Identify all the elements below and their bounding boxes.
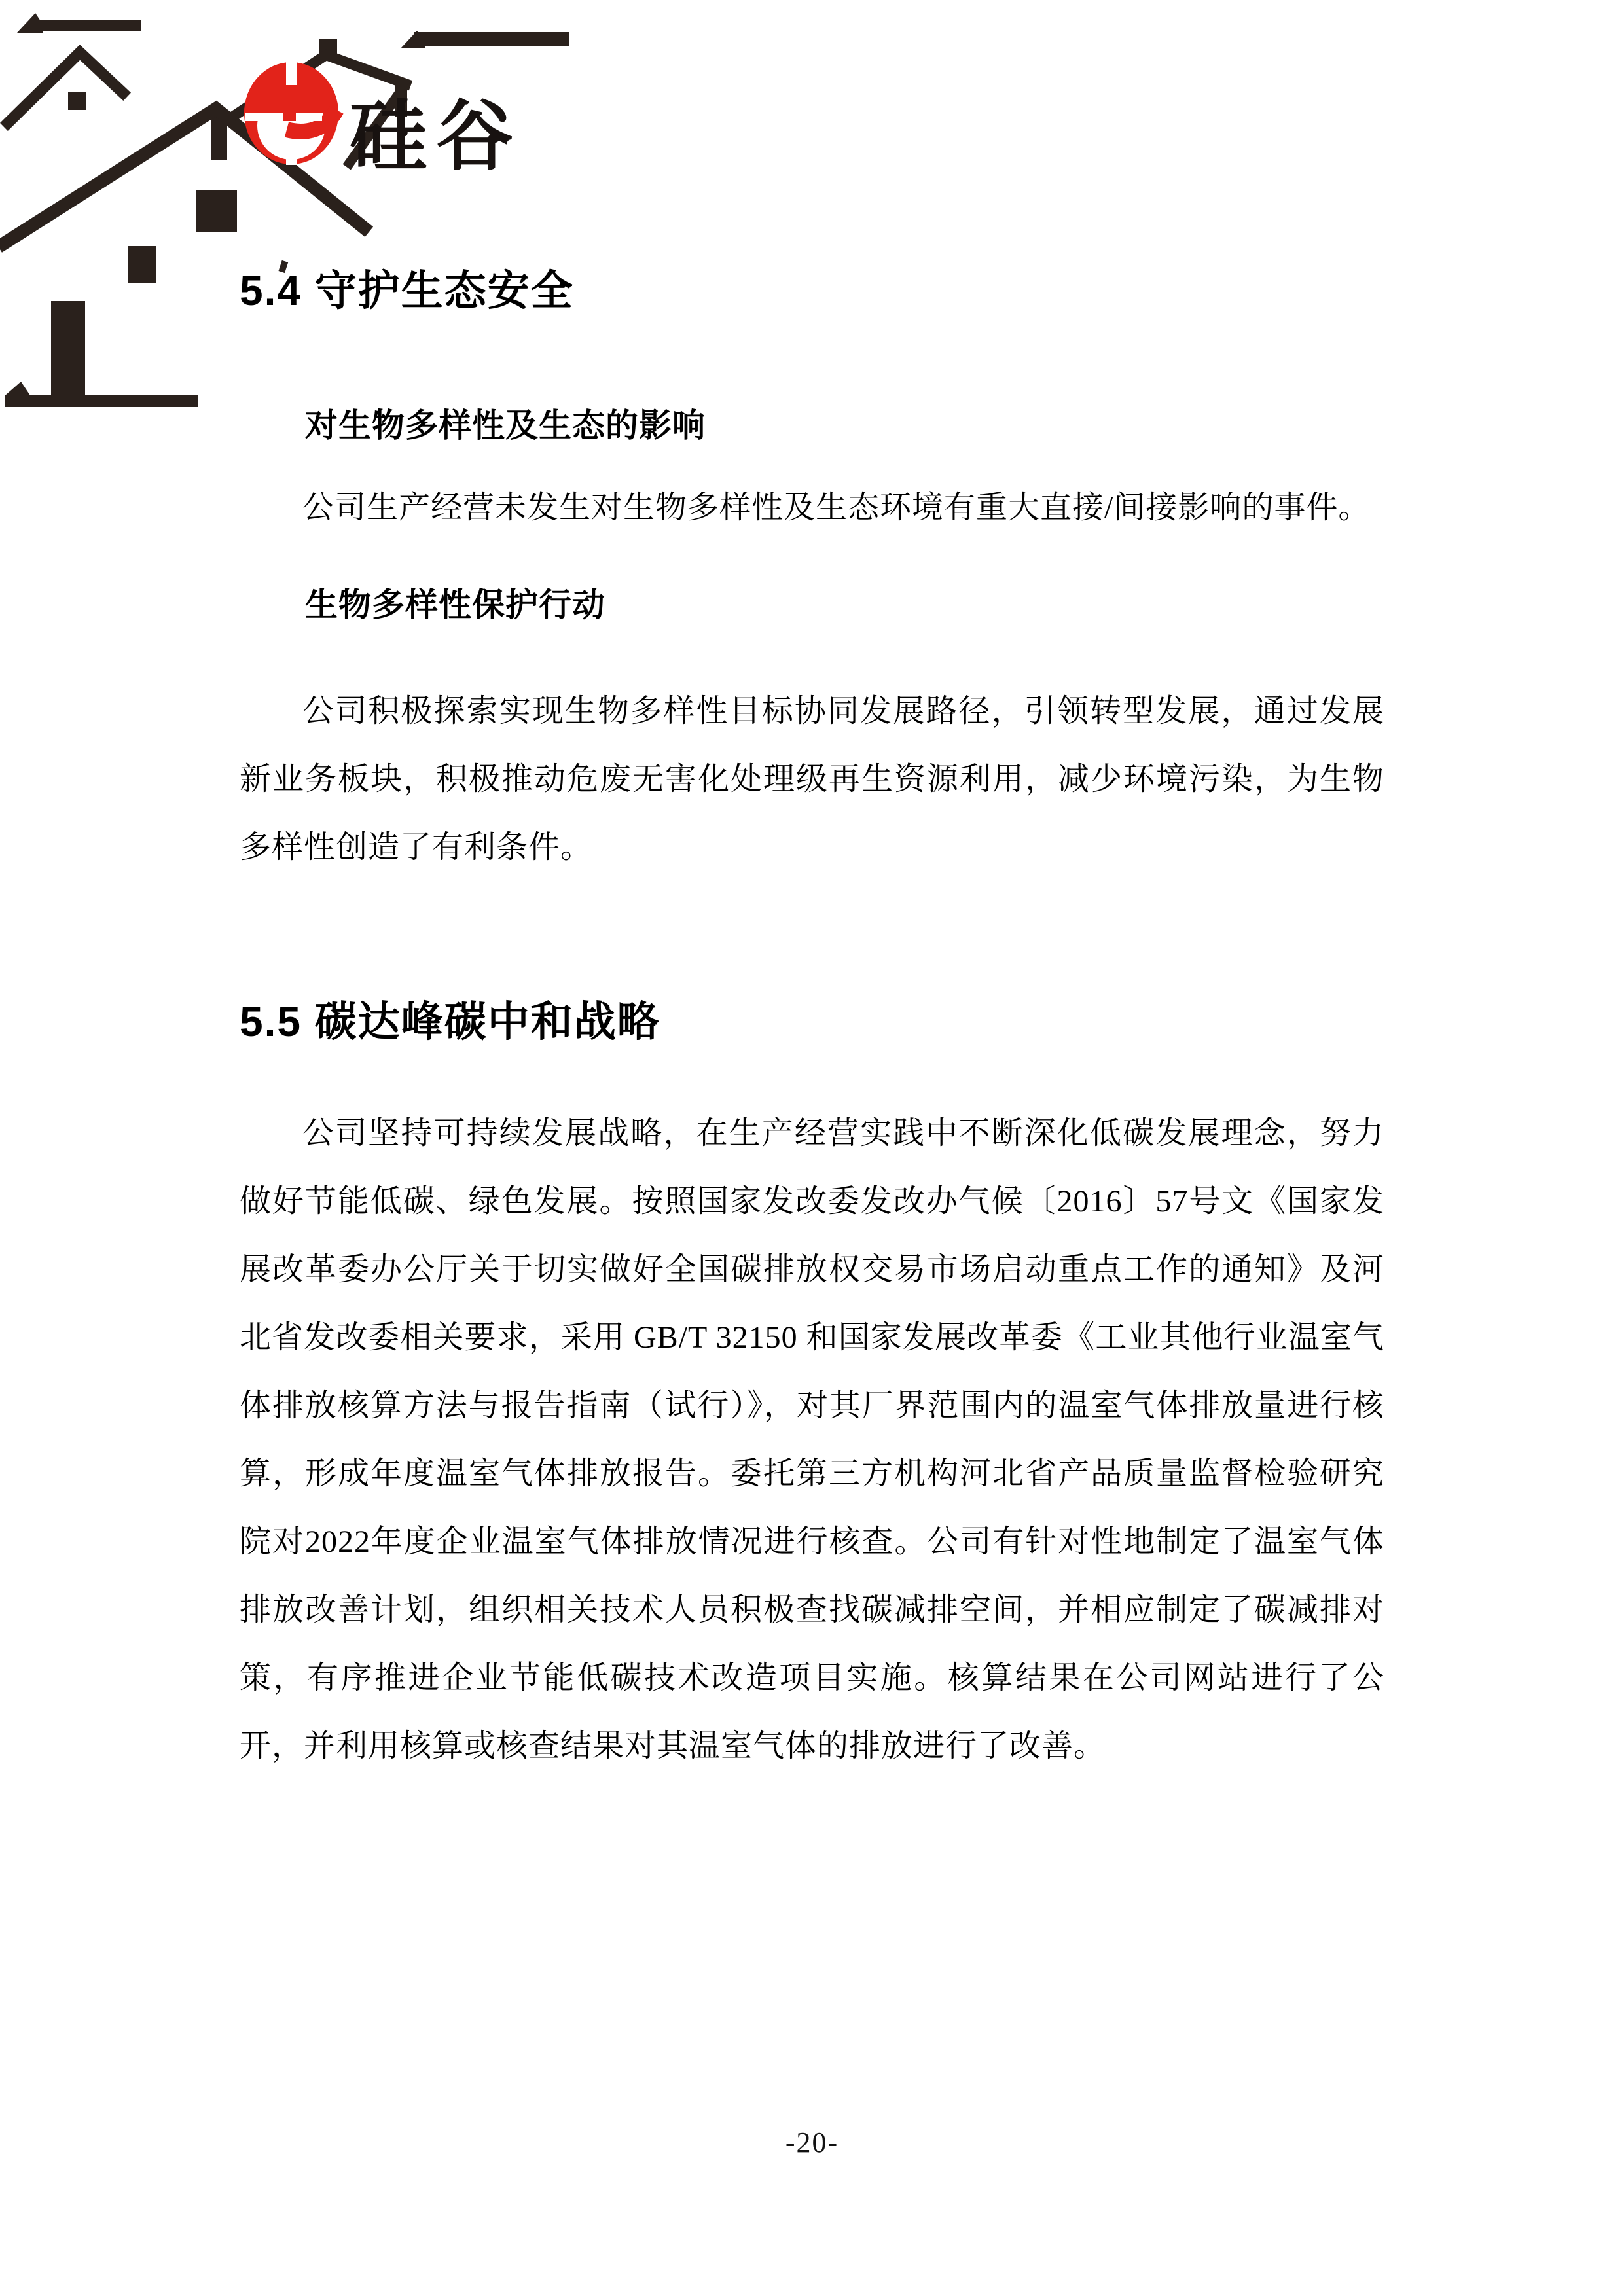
page-number: -20- [785, 2126, 839, 2159]
page-footer [0, 2126, 1624, 2159]
section-5-5-heading: 5.5 碳达峰碳中和战略 [240, 998, 660, 1045]
chimney-square-left [68, 92, 86, 110]
paragraph-biodiversity-impact: 公司生产经营未发生对生物多样性及生态环境有重大直接/间接影响的事件。 [302, 490, 1371, 525]
section-5-4-heading: 5.4 守护生态安全 [240, 267, 574, 314]
paragraph-carbon-strategy: 公司坚持可持续发展战略，在生产经营实践中不断深化低碳发展理念，努力做好节能低碳、绿色发展。按照国家发改委发改办气候〔2016〕57号文《国家发展改革委办公厅关于切实做好全国碳排放权交易市场启动重点工作的通知》及河北省发改委相关要求，采用 GB/T 32150 和国家发展改革委《工业其他行业温室气体排放核算方法与报告指南（试行）》，对其厂界范围内的温室气体排放量进行核算，形成年度温室气体排放报告。委托第三方机构河北省产品质量监督检验研究院对2022年度企业温室气体排放情况进行核查。公司有针对性地制定了温室气体排放改善计划，组织相关技术人员积极查找碳减排空间，并相应制定了碳减排对策，有序推进企业节能低碳技术改造项目实施。核算结果在公司网站进行了公开，并利用核算或核查结果对其温室气体的排放进行了改善。 [240, 1116, 1384, 1763]
paragraph-biodiversity-action: 公司积极探索实现生物多样性目标协同发展路径，引领转型发展，通过发展新业务板块，积极推动危废无害化处理级再生资源利用，减少环境污染，为生物多样性创造了有利条件。 [240, 694, 1384, 865]
brand-wordmark: 硅谷 [350, 94, 523, 180]
roof-left-slopes [8, 52, 123, 123]
roof-bar-top-left [31, 20, 141, 31]
page-content [240, 0, 1384, 1780]
logo-baseline-apex [5, 382, 30, 395]
chimney-square-lower [128, 246, 156, 283]
subheading-biodiversity-action: 生物多样性保护行动 [305, 586, 605, 623]
logo-baseline [5, 395, 198, 407]
logo-pillar [51, 301, 85, 406]
chimney-square-center [196, 190, 237, 232]
subheading-biodiversity-impact: 对生物多样性及生态的影响 [305, 407, 706, 444]
